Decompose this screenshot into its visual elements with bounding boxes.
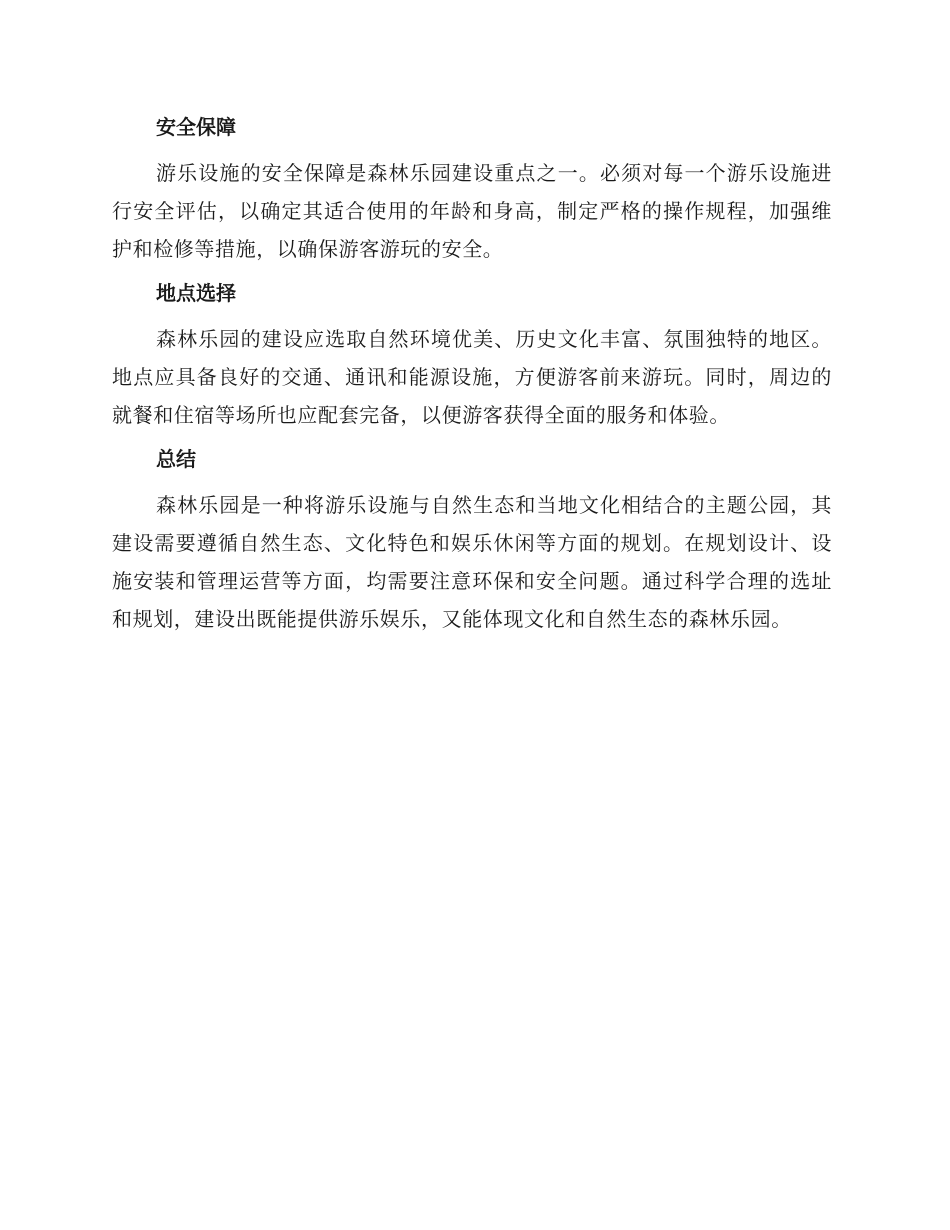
document-page (112, 112, 832, 648)
section-heading: 总结 (156, 447, 196, 471)
section-summary (112, 444, 832, 638)
section-location (112, 278, 832, 434)
section-heading: 安全保障 (156, 115, 236, 139)
section-safety (112, 112, 832, 268)
section-paragraph: 森林乐园是一种将游乐设施与自然生态和当地文化相结合的主题公园，其建设需要遵循自然生态、文化特色和娱乐休闲等方面的规划。在规划设计、设施安装和管理运营等方面，均需要注意环保和安全问题。通过科学合理的选址和规划，建设出既能提供游乐娱乐，又能体现文化和自然生态的森林乐园。 (112, 493, 832, 631)
section-paragraph: 游乐设施的安全保障是森林乐园建设重点之一。必须对每一个游乐设施进行安全评估，以确定其适合使用的年龄和身高，制定严格的操作规程，加强维护和检修等措施，以确保游客游玩的安全。 (112, 161, 832, 261)
section-paragraph: 森林乐园的建设应选取自然环境优美、历史文化丰富、氛围独特的地区。地点应具备良好的交通、通讯和能源设施，方便游客前来游玩。同时，周边的就餐和住宿等场所也应配套完备，以便游客获得全面的服务和体验。 (112, 327, 832, 427)
section-heading: 地点选择 (156, 281, 236, 305)
